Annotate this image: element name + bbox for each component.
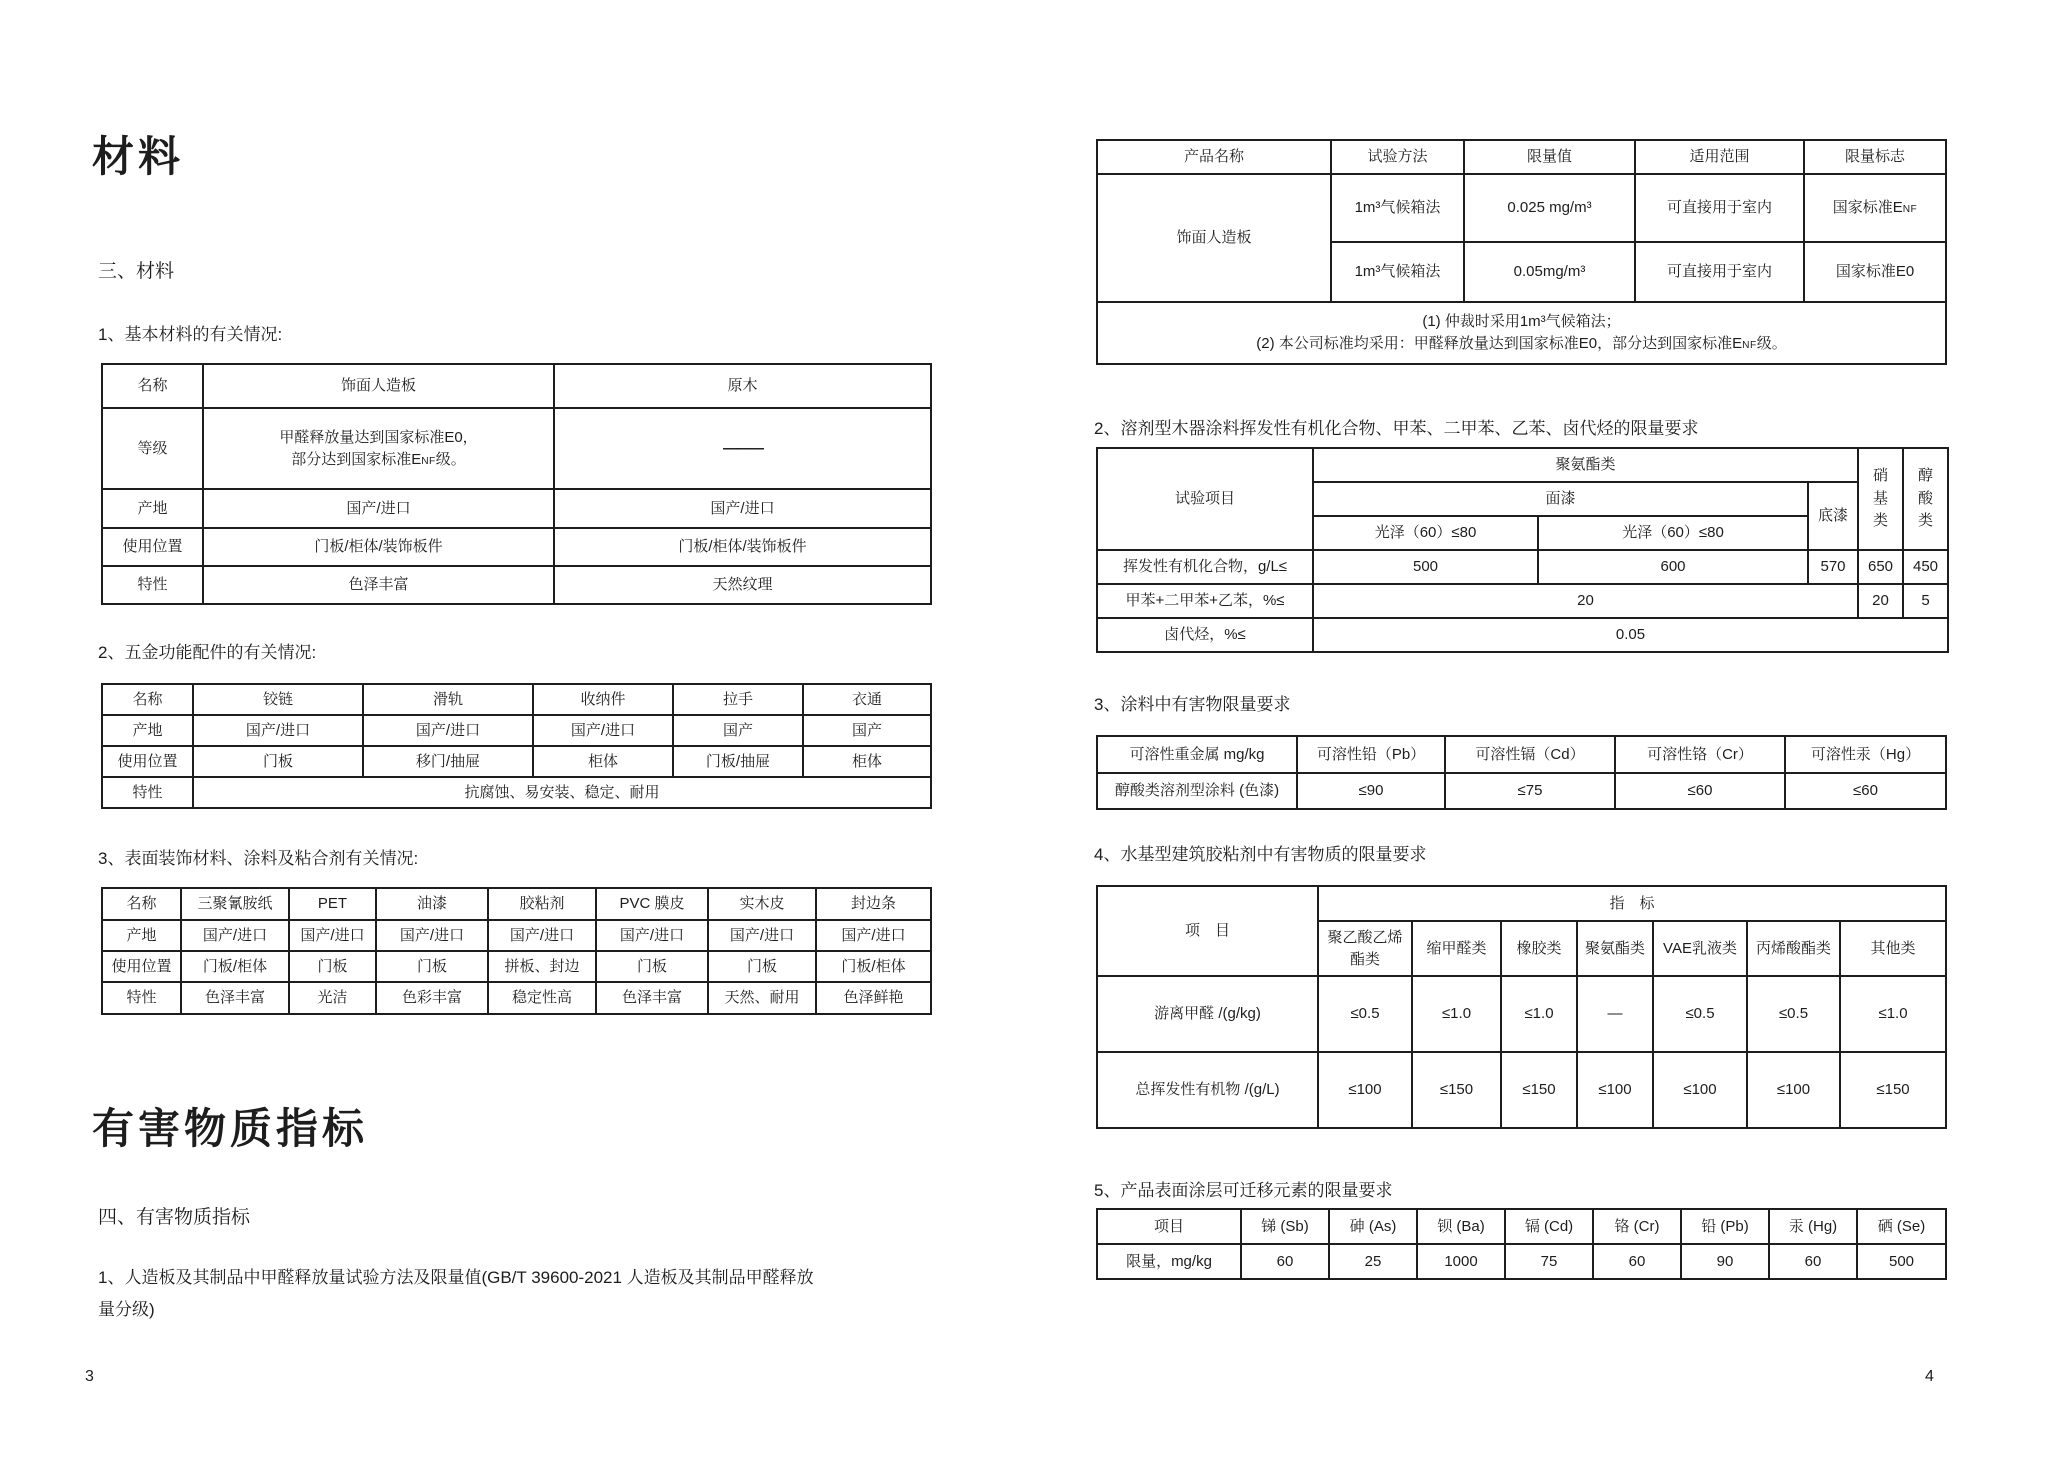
value-cell: ≤1.0 [1412, 976, 1501, 1052]
grade-line-2: 部分达到国家标准ENF级。 [291, 450, 466, 468]
table-row [102, 951, 931, 982]
table-row [102, 746, 931, 777]
row-label-cell: 产地 [102, 715, 193, 746]
header-cell: 产品名称 [1097, 140, 1331, 174]
value-cell: 90 [1681, 1244, 1769, 1279]
solvent-coating-voc-table [1096, 447, 1949, 653]
page-title-materials: 材料 [92, 133, 185, 180]
table-row [102, 684, 931, 715]
row-label-cell: 游离甲醛 /(g/kg) [1097, 976, 1318, 1052]
header-cell: 可溶性镉（Cd） [1445, 736, 1615, 773]
value-cell: 20 [1858, 584, 1903, 618]
row-label-cell: 特性 [102, 566, 203, 604]
value-cell: ≤60 [1615, 773, 1785, 809]
value-cell: ≤150 [1501, 1052, 1577, 1128]
value-cell: 实木皮 [708, 888, 816, 920]
value-cell: 移门/抽屉 [363, 746, 533, 777]
product-name-cell: 饰面人造板 [1097, 174, 1331, 302]
value-cell: ≤75 [1445, 773, 1615, 809]
row-label-cell: 特性 [102, 982, 181, 1014]
value-cell: 衣通 [803, 684, 931, 715]
basic-materials-table [101, 363, 932, 605]
row-label-cell: 使用位置 [102, 951, 181, 982]
value-cell: ≤0.5 [1747, 976, 1840, 1052]
table-row [102, 408, 931, 489]
header-cell: 镉 (Cd) [1505, 1209, 1593, 1244]
table-row [102, 888, 931, 920]
value-cell: 450 [1903, 550, 1948, 584]
value-cell: 光洁 [289, 982, 376, 1014]
value-cell: 国产/进口 [203, 489, 554, 528]
value-cell: ≤1.0 [1840, 976, 1946, 1052]
header-cell: 其他类 [1840, 921, 1946, 976]
table-row [102, 920, 931, 951]
row-label-cell: 名称 [102, 684, 193, 715]
value-cell: 三聚氰胺纸 [181, 888, 289, 920]
value-cell: 国产/进口 [596, 920, 708, 951]
value-cell: 可直接用于室内 [1635, 174, 1804, 242]
value-cell: 色泽丰富 [181, 982, 289, 1014]
value-cell: 可直接用于室内 [1635, 242, 1804, 302]
value-cell: ≤1.0 [1501, 976, 1577, 1052]
value-cell: 570 [1808, 550, 1858, 584]
value-cell-span: 20 [1313, 584, 1858, 618]
value-cell: 门板/柜体 [181, 951, 289, 982]
header-cell-test-item: 试验项目 [1097, 448, 1313, 550]
header-cell: 限量标志 [1804, 140, 1946, 174]
value-cell: 1m³气候箱法 [1331, 174, 1464, 242]
row-label-cell: 特性 [102, 777, 193, 808]
header-cell: 聚乙酸乙烯酯类 [1318, 921, 1412, 976]
value-cell: 1000 [1417, 1244, 1505, 1279]
value-cell: 国产/进口 [363, 715, 533, 746]
page-number-right: 4 [1925, 1368, 1934, 1385]
gbt-paragraph-line2: 量分级) [98, 1300, 155, 1319]
gbt-paragraph [98, 1262, 958, 1326]
note-line-2: (2) 本公司标准均采用：甲醛释放量达到国家标准E0，部分达到国家标准ENF级。 [1256, 335, 1787, 352]
value-cell: ≤100 [1653, 1052, 1747, 1128]
value-cell: 门板/柜体/装饰板件 [554, 528, 931, 566]
value-cell: 柜体 [533, 746, 673, 777]
row-label-cell: 产地 [102, 920, 181, 951]
row-label-cell: 卤代烃，%≤ [1097, 618, 1313, 652]
table-header-row [1097, 1209, 1946, 1244]
header-cell: 缩甲醛类 [1412, 921, 1501, 976]
table-notes-cell [1097, 302, 1946, 364]
value-cell: 国产/进口 [554, 489, 931, 528]
value-cell: ≤90 [1297, 773, 1445, 809]
value-cell: 75 [1505, 1244, 1593, 1279]
value-cell: ≤150 [1840, 1052, 1946, 1128]
subheading-coating-hazard: 3、涂料中有害物限量要求 [1094, 695, 1291, 714]
value-cell: 稳定性高 [488, 982, 596, 1014]
value-cell: 国产/进口 [533, 715, 673, 746]
table-header-row [1097, 736, 1946, 773]
section-heading-4: 四、有害物质指标 [98, 1207, 251, 1228]
table-row [1097, 618, 1948, 652]
value-cell: 25 [1329, 1244, 1417, 1279]
value-cell: 门板/柜体 [816, 951, 931, 982]
row-label-cell: 等级 [102, 408, 203, 489]
page-title-hazardous: 有害物质指标 [92, 1105, 369, 1152]
section-heading-3: 三、材料 [98, 261, 175, 282]
header-cell: 橡胶类 [1501, 921, 1577, 976]
value-cell: ≤0.5 [1318, 976, 1412, 1052]
header-cell: 可溶性重金属 mg/kg [1097, 736, 1297, 773]
standard-mark-cell: 国家标准E0 [1804, 242, 1946, 302]
value-cell [203, 408, 554, 489]
row-label-cell: 挥发性有机化合物，g/L≤ [1097, 550, 1313, 584]
header-cell-gloss: 光泽（60）≤80 [1538, 516, 1808, 550]
grade-line-1: 甲醛释放量达到国家标准E0， [279, 428, 478, 446]
value-cell: PVC 膜皮 [596, 888, 708, 920]
subheading-surface-materials: 3、表面装饰材料、涂料及粘合剂有关情况: [98, 849, 419, 868]
subheading-basic-materials: 1、基本材料的有关情况: [98, 325, 283, 344]
header-cell: 丙烯酸酯类 [1747, 921, 1840, 976]
value-cell: 铰链 [193, 684, 363, 715]
row-label-cell: 名称 [102, 364, 203, 408]
surface-materials-table [101, 887, 932, 1015]
value-cell: 0.05mg/m³ [1464, 242, 1635, 302]
value-cell: 600 [1538, 550, 1808, 584]
migratable-elements-table [1096, 1208, 1947, 1280]
row-label-cell: 醇酸类溶剂型涂料 (色漆) [1097, 773, 1297, 809]
value-cell: 500 [1857, 1244, 1946, 1279]
header-cell-polyurethane: 聚氨酯类 [1313, 448, 1858, 482]
adhesive-limit-table [1096, 885, 1947, 1129]
coating-heavy-metal-table [1096, 735, 1947, 810]
header-cell-topcoat: 面漆 [1313, 482, 1808, 516]
value-cell: ≤100 [1747, 1052, 1840, 1128]
value-cell: 饰面人造板 [203, 364, 554, 408]
value-cell: 60 [1593, 1244, 1681, 1279]
value-cell: 油漆 [376, 888, 488, 920]
value-cell: 天然纹理 [554, 566, 931, 604]
header-cell: 硒 (Se) [1857, 1209, 1946, 1244]
header-cell: 试验方法 [1331, 140, 1464, 174]
value-cell: ≤100 [1318, 1052, 1412, 1128]
value-cell: 门板 [193, 746, 363, 777]
value-cell [554, 408, 931, 489]
value-cell: 国产/进口 [488, 920, 596, 951]
value-cell: 60 [1769, 1244, 1857, 1279]
header-cell: 项目 [1097, 1209, 1241, 1244]
header-cell-gloss: 光泽（60）≤80 [1313, 516, 1538, 550]
value-cell: 拼板、封边 [488, 951, 596, 982]
table-header-row [1097, 448, 1948, 482]
header-cell-item: 项 目 [1097, 886, 1318, 976]
subheading-hardware: 2、五金功能配件的有关情况: [98, 643, 317, 662]
value-cell: PET [289, 888, 376, 920]
row-label-cell: 使用位置 [102, 746, 193, 777]
header-cell-index: 指 标 [1318, 886, 1946, 921]
header-cell: 锑 (Sb) [1241, 1209, 1329, 1244]
value-cell: 国产 [673, 715, 803, 746]
table-row [102, 982, 931, 1014]
value-cell: 拉手 [673, 684, 803, 715]
value-cell-span: 抗腐蚀、易安装、稳定、耐用 [193, 777, 931, 808]
header-cell: 钡 (Ba) [1417, 1209, 1505, 1244]
subheading-migratable-elements: 5、产品表面涂层可迁移元素的限量要求 [1094, 1181, 1393, 1200]
subheading-adhesive: 4、水基型建筑胶粘剂中有害物质的限量要求 [1094, 845, 1427, 864]
header-cell: 铅 (Pb) [1681, 1209, 1769, 1244]
value-cell: 色泽鲜艳 [816, 982, 931, 1014]
table-row [1097, 1052, 1946, 1128]
formaldehyde-limit-table [1096, 139, 1947, 365]
header-cell: 汞 (Hg) [1769, 1209, 1857, 1244]
header-cell: 可溶性铬（Cr） [1615, 736, 1785, 773]
value-cell: 原木 [554, 364, 931, 408]
value-cell: 滑轨 [363, 684, 533, 715]
row-label-cell: 总挥发性有机物 /(g/L) [1097, 1052, 1318, 1128]
table-row [1097, 773, 1946, 809]
table-row [1097, 976, 1946, 1052]
header-cell: 聚氨酯类 [1577, 921, 1653, 976]
value-cell: ≤60 [1785, 773, 1946, 809]
empty-dash: ——— [723, 439, 762, 457]
page-number-left: 3 [85, 1368, 94, 1385]
subheading-solvent-coating: 2、溶剂型木器涂料挥发性有机化合物、甲苯、二甲苯、乙苯、卤代烃的限量要求 [1094, 419, 1699, 438]
value-cell: 门板/柜体/装饰板件 [203, 528, 554, 566]
header-cell: VAE乳液类 [1653, 921, 1747, 976]
header-cell: 可溶性铅（Pb） [1297, 736, 1445, 773]
table-row [102, 777, 931, 808]
note-line-1: (1) 仲裁时采用1m³气候箱法； [1422, 313, 1621, 331]
value-cell: 0.025 mg/m³ [1464, 174, 1635, 242]
value-cell: ≤0.5 [1653, 976, 1747, 1052]
row-label-cell: 产地 [102, 489, 203, 528]
value-cell: 5 [1903, 584, 1948, 618]
value-cell: 封边条 [816, 888, 931, 920]
header-cell-nitro: 硝基类 [1858, 448, 1903, 550]
value-cell: 色彩丰富 [376, 982, 488, 1014]
table-row [1097, 550, 1948, 584]
table-row [102, 364, 931, 408]
value-cell: 门板 [289, 951, 376, 982]
table-row [1097, 174, 1946, 242]
value-cell: 1m³气候箱法 [1331, 242, 1464, 302]
value-cell: 国产/进口 [289, 920, 376, 951]
value-cell: 色泽丰富 [596, 982, 708, 1014]
value-cell: 门板 [708, 951, 816, 982]
table-row [102, 715, 931, 746]
value-cell: 国产 [803, 715, 931, 746]
value-cell: 门板 [596, 951, 708, 982]
row-label-cell: 名称 [102, 888, 181, 920]
value-cell: 天然、耐用 [708, 982, 816, 1014]
value-cell: 国产/进口 [816, 920, 931, 951]
value-cell: 柜体 [803, 746, 931, 777]
table-header-row [1097, 140, 1946, 174]
value-cell: 色泽丰富 [203, 566, 554, 604]
gbt-paragraph-line1: 1、人造板及其制品中甲醛释放量试验方法及限量值(GB/T 39600-2021 人造板及其制品甲醛释放 [98, 1268, 814, 1287]
value-cell: 国产/进口 [181, 920, 289, 951]
table-notes-row [1097, 302, 1946, 364]
table-row [102, 489, 931, 528]
row-label-cell: 甲苯+二甲苯+乙苯，%≤ [1097, 584, 1313, 618]
hardware-table [101, 683, 932, 809]
value-cell: 门板 [376, 951, 488, 982]
value-cell: 胶粘剂 [488, 888, 596, 920]
row-label-cell: 限量，mg/kg [1097, 1244, 1241, 1279]
row-label-cell: 使用位置 [102, 528, 203, 566]
value-cell: 门板/抽屉 [673, 746, 803, 777]
value-cell: ≤100 [1577, 1052, 1653, 1128]
value-cell: ≤150 [1412, 1052, 1501, 1128]
value-cell: 收纳件 [533, 684, 673, 715]
table-row [1097, 1244, 1946, 1279]
value-cell: 60 [1241, 1244, 1329, 1279]
header-cell: 铬 (Cr) [1593, 1209, 1681, 1244]
header-cell-alkyd: 醇酸类 [1903, 448, 1948, 550]
value-cell: 500 [1313, 550, 1538, 584]
value-cell: — [1577, 976, 1653, 1052]
table-row [1097, 584, 1948, 618]
table-row [102, 566, 931, 604]
standard-mark-cell: 国家标准ENF [1804, 174, 1946, 242]
header-cell: 可溶性汞（Hg） [1785, 736, 1946, 773]
value-cell-span: 0.05 [1313, 618, 1948, 652]
header-cell-primer: 底漆 [1808, 482, 1858, 550]
header-cell: 砷 (As) [1329, 1209, 1417, 1244]
header-cell: 限量值 [1464, 140, 1635, 174]
header-cell: 适用范围 [1635, 140, 1804, 174]
value-cell: 国产/进口 [193, 715, 363, 746]
value-cell: 国产/进口 [708, 920, 816, 951]
table-header-row [1097, 886, 1946, 921]
value-cell: 650 [1858, 550, 1903, 584]
value-cell: 国产/进口 [376, 920, 488, 951]
table-row [102, 528, 931, 566]
